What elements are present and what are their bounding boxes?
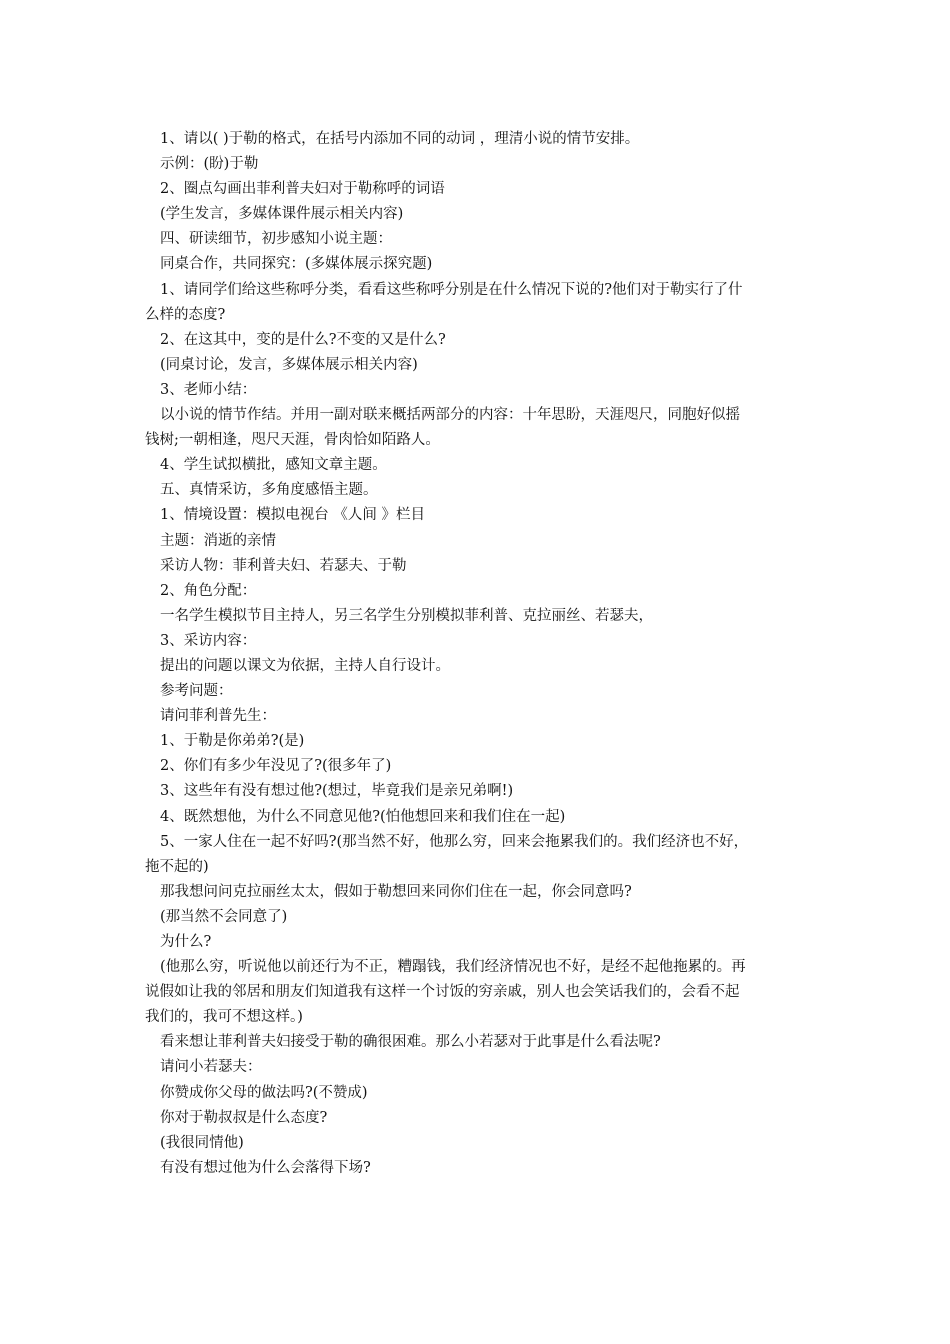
text-line: (那当然不会同意了) xyxy=(160,908,288,925)
text-line: 2、你们有多少年没见了?(很多年了) xyxy=(160,758,392,775)
text-line: 2、圈点勾画出菲利普夫妇对于勒称呼的词语 xyxy=(160,181,445,198)
text-line: (我很同情他) xyxy=(160,1134,244,1151)
text-line: 1、请以( )于勒的格式，在括号内添加不同的动词 ，理清小说的情节安排。 xyxy=(160,131,640,147)
text-line: 4、学生试拟横批，感知文章主题。 xyxy=(160,457,387,474)
text-line: 我们的，我可不想这样。) xyxy=(145,1009,303,1026)
text-line: 示例：(盼)于勒 xyxy=(160,156,259,173)
text-line: 么样的态度? xyxy=(145,306,226,323)
text-line: 五、真情采访，多角度感悟主题。 xyxy=(160,482,378,499)
text-line: 2、在这其中，变的是什么?不变的又是什么? xyxy=(160,331,446,348)
text-line: 提出的问题以课文为依据，主持人自行设计。 xyxy=(160,657,450,674)
text-line: 你对于勒叔叔是什么态度? xyxy=(160,1109,328,1126)
text-line: 四、研读细节，初步感知小说主题： xyxy=(160,231,392,248)
text-line: 5、一家人住在一起不好吗?(那当然不好，他那么穷，回来会拖累我们的。我们经济也不好， xyxy=(160,833,749,850)
text-line: 4、既然想他，为什么不同意见他?(怕他想回来和我们住在一起) xyxy=(160,808,566,825)
text-line: 拖不起的) xyxy=(145,858,209,875)
text-line: 1、请同学们给这些称呼分类，看看这些称呼分别是在什么情况下说的?他们对于勒实行了什 xyxy=(160,281,743,298)
text-line: 采访人物：菲利普夫妇、若瑟夫、于勒 xyxy=(160,557,407,574)
text-line: 3、这些年有没有想过他?(想过，毕竟我们是亲兄弟啊!) xyxy=(160,783,514,800)
text-line: 钱树;一朝相逢，咫尺天涯，骨肉恰如陌路人。 xyxy=(145,432,440,449)
text-line: 同桌合作，共同探究：(多媒体展示探究题) xyxy=(160,256,433,273)
text-line: 看来想让菲利普夫妇接受于勒的确很困难。那么小若瑟对于此事是什么看法呢? xyxy=(160,1034,661,1051)
text-line: 一名学生模拟节目主持人，另三名学生分别模拟菲利普、克拉丽丝、若瑟夫， xyxy=(160,607,653,624)
document-page xyxy=(145,127,811,1181)
text-line: 3、采访内容： xyxy=(160,632,257,649)
text-line: (同桌讨论，发言，多媒体展示相关内容) xyxy=(160,356,418,373)
text-line: 为什么? xyxy=(160,934,212,950)
text-line: 1、情境设置：模拟电视台 《人间 》栏目 xyxy=(160,507,425,524)
text-line: 主题：消逝的亲情 xyxy=(160,532,276,549)
text-line: 参考问题： xyxy=(160,683,233,700)
text-line: 2、角色分配： xyxy=(160,582,257,599)
text-line: 1、于勒是你弟弟?(是) xyxy=(160,733,305,750)
text-line: 3、老师小结： xyxy=(160,381,257,398)
text-line: 说假如让我的邻居和朋友们知道我有这样一个讨饭的穷亲戚，别人也会笑话我们的，会看不起 xyxy=(145,984,740,1001)
text-line: 请问小若瑟夫： xyxy=(160,1059,262,1076)
text-line: (他那么穷，听说他以前还行为不正，糟蹋钱，我们经济情况也不好，是经不起他拖累的。再 xyxy=(160,959,746,976)
text-line: 有没有想过他为什么会落得下场? xyxy=(160,1159,371,1176)
text-line: 你赞成你父母的做法吗?(不赞成) xyxy=(160,1084,368,1101)
text-line: 那我想问问克拉丽丝太太，假如于勒想回来同你们住在一起，你会同意吗? xyxy=(160,883,632,900)
text-line: 以小说的情节作结。并用一副对联来概括两部分的内容：十年思盼，天涯咫尺，同胞好似摇 xyxy=(160,407,740,424)
text-line: (学生发言，多媒体课件展示相关内容) xyxy=(160,206,404,223)
text-line: 请问菲利普先生： xyxy=(160,708,276,725)
